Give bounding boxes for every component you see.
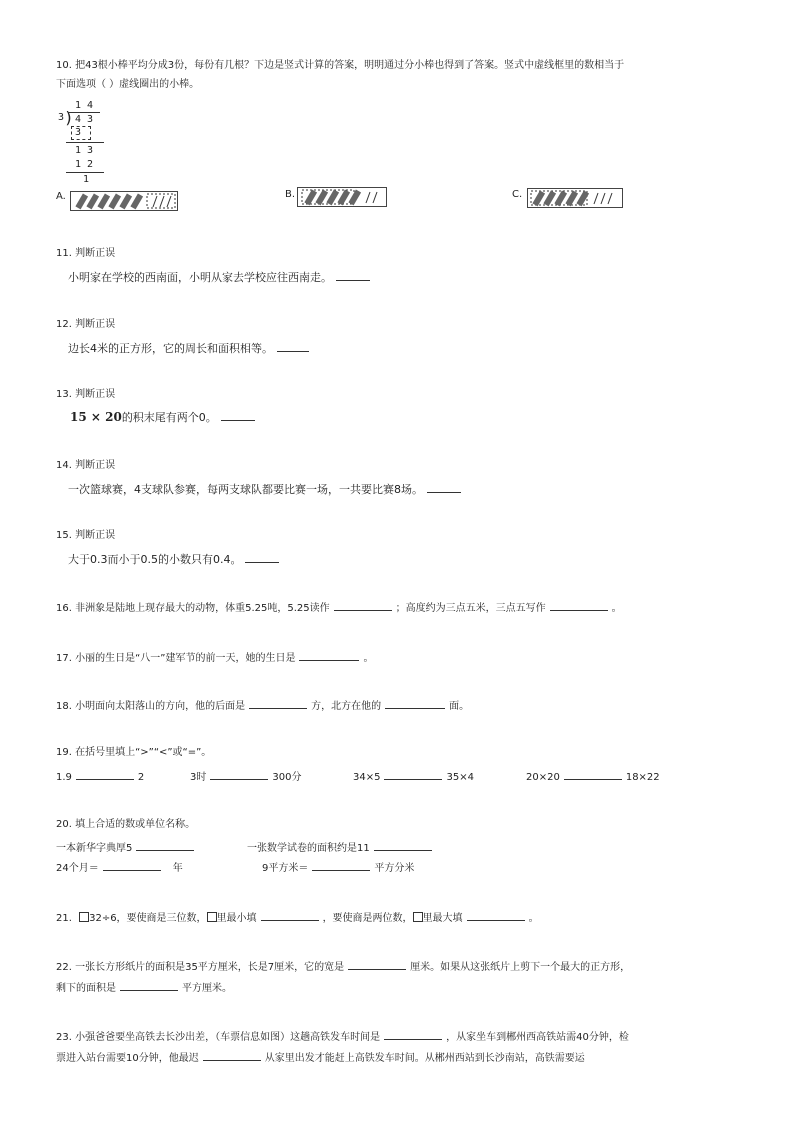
q20-blank-3[interactable] [103,860,161,871]
q13-expression: 15 × 20 [70,410,122,424]
q19-item-4 [526,769,660,785]
q12-title: 12. 判断正误 [56,319,116,330]
q13-body [70,410,259,425]
option-a-label[interactable]: A. [56,191,66,202]
q20-r2a [56,860,183,876]
q16-blank-2[interactable] [550,600,608,611]
sticks-icon [528,189,622,207]
q22-text-d: 平方厘米。 [182,983,232,994]
q23-text-b: ，从家坐车到郴州西高铁站需40分钟，检 [446,1032,629,1043]
q11-title: 11. 判断正误 [56,248,116,259]
q19-title: 19. 在括号里填上“>”“<”或“=”。 [56,747,212,758]
divisor: 3 [58,112,65,123]
q21-number: 21. [56,913,72,924]
q23-blank-1[interactable] [384,1029,442,1040]
q11-body [68,270,374,285]
square-box-icon [207,912,217,922]
square-box-icon [413,912,423,922]
q21-text-e: 里最大填 [422,913,463,924]
q19-right-2: 300分 [272,772,302,783]
q11-answer-blank[interactable] [336,270,370,281]
q20-r2c [262,860,414,876]
q16-text-c: 。 [611,603,622,614]
q20-r1b [247,840,436,856]
q19-blank-3[interactable] [384,769,442,780]
q14-answer-blank[interactable] [427,482,461,493]
q20-blank-1[interactable] [136,840,194,851]
q15-answer-blank[interactable] [245,552,279,563]
q11-text: 小明家在学校的西南面，小明从家去学校应往西南走。 [68,271,332,284]
q18-text-a: 18. 小明面向太阳落山的方向，他的后面是 [56,701,246,712]
q14-text: 一次篮球赛，4支球队参赛，每两支球队都要比赛一场，一共要比赛8场。 [68,483,423,496]
q21-text-f: 。 [528,913,539,924]
q23-text-c: 票进入站台需要10分钟，他最迟 [56,1053,199,1064]
q21-blank-2[interactable] [467,910,525,921]
q23-text-d: 从家里出发才能赶上高铁发车时间。从郴州西站到长沙南站，高铁需要运 [264,1053,585,1064]
q19-right-1: 2 [137,772,145,783]
q16-text-a: 16. 非洲象是陆地上现存最大的动物，体重5.25吨，5.25读作 [56,603,330,614]
q22-text-a: 22. 一张长方形纸片的面积是35平方厘米，长是7厘米，它的宽是 [56,962,345,973]
q12-text: 边长4米的正方形，它的周长和面积相等。 [68,342,273,355]
sub2: 1 2 [75,159,94,170]
q20-text-r2c: 9平方米＝ [262,863,309,874]
q23-line2 [56,1050,585,1066]
q22-blank-1[interactable] [348,959,406,970]
option-c-sticks[interactable] [527,188,623,208]
q20-blank-2[interactable] [374,840,432,851]
option-b-label[interactable]: B. [285,189,296,200]
q15-body [68,552,283,567]
q13-title: 13. 判断正误 [56,389,116,400]
q22-blank-2[interactable] [120,980,178,991]
q19-item-3 [353,769,474,785]
q20-text-r2a: 24个月＝ [56,863,99,874]
q21 [56,910,539,926]
q14-body [68,482,465,497]
q19-left-3: 34×5 [353,772,381,783]
division-bracket: ) [64,108,74,127]
q21-blank-1[interactable] [261,910,319,921]
q18-text-c: 面。 [449,701,470,712]
q19-left-1: 1.9 [56,772,72,783]
q16 [56,600,622,616]
q21-text-c: 里最小填 [216,913,257,924]
q17-blank[interactable] [299,650,359,661]
q15-title: 15. 判断正误 [56,530,116,541]
q19-blank-4[interactable] [564,769,622,780]
rem1: 1 3 [75,145,94,156]
sub1: 3 [75,127,82,138]
q14-title: 14. 判断正误 [56,460,116,471]
q17-text-a: 17. 小丽的生日是“八一”建军节的前一天，她的生日是 [56,653,296,664]
q21-text-d: ，要使商是两位数， [322,913,413,924]
quotient: 1 4 [75,100,94,111]
q20-blank-4[interactable] [312,860,370,871]
q13-answer-blank[interactable] [221,410,255,421]
q23-line1 [56,1029,629,1045]
q17-text-b: 。 [363,653,374,664]
option-c-label[interactable]: C. [512,189,523,200]
q19-right-4: 18×22 [625,772,660,783]
q15-text: 大于0.3而小于0.5的小数只有0.4。 [68,553,242,566]
q18 [56,698,469,714]
square-box-icon [79,912,89,922]
dividend: 4 3 [75,114,94,125]
q21-text-b: 32÷6，要使商是三位数， [89,913,207,924]
sub-line-1 [66,142,104,143]
q20-title: 20. 填上合适的数或单位名称。 [56,819,196,830]
q12-body [68,341,313,356]
q19-item-1 [56,769,144,785]
q22-line1 [56,959,630,975]
q20-r1a [56,840,198,856]
q10-line2: 下面选项（ ）虚线圈出的小棒。 [56,79,200,90]
sub-line-2 [66,172,104,173]
q19-left-4: 20×20 [526,772,560,783]
q16-text-b: ；高度约为三点五米，三点五写作 [395,603,546,614]
q10-line1: 10. 把43根小棒平均分成3份，每份有几根？下边是竖式计算的答案，明明通过分小棒也得到了答案。竖式中虚线框里的数相当于 [56,60,625,71]
q20-text-r2d: 平方分米 [374,863,415,874]
q23-text-a: 23. 小强爸爸要坐高铁去长沙出差，（车票信息如图）这趟高铁发车时间是 [56,1032,381,1043]
rem2: 1 [83,174,90,185]
division-bar [68,112,100,113]
sticks-icon [71,192,177,210]
q18-blank-1[interactable] [249,698,307,709]
q13-text: 的积末尾有两个0。 [121,411,217,424]
q19-blank-2[interactable] [210,769,268,780]
q22-text-b: 厘米。如果从这张纸片上剪下一个最大的正方形， [410,962,631,973]
option-a-sticks[interactable] [70,191,178,211]
q19-left-2: 3时 [190,772,207,783]
q23-blank-2[interactable] [203,1050,261,1061]
q22-line2 [56,980,232,996]
q19-blank-1[interactable] [76,769,134,780]
q17 [56,650,373,666]
sticks-icon [298,188,386,206]
q19-right-3: 35×4 [446,772,474,783]
q20-text-r2b: 年 [172,863,183,874]
q16-blank-1[interactable] [334,600,392,611]
q18-text-b: 方，北方在他的 [311,701,382,712]
q22-text-c: 剩下的面积是 [56,983,116,994]
q19-item-2 [190,769,301,785]
q18-blank-2[interactable] [385,698,445,709]
q12-answer-blank[interactable] [277,341,309,352]
q20-text-r1a: 一本新华字典厚5 [56,843,133,854]
option-b-sticks[interactable] [297,187,387,207]
q20-text-r1b: 一张数学试卷的面积约是11 [247,843,370,854]
